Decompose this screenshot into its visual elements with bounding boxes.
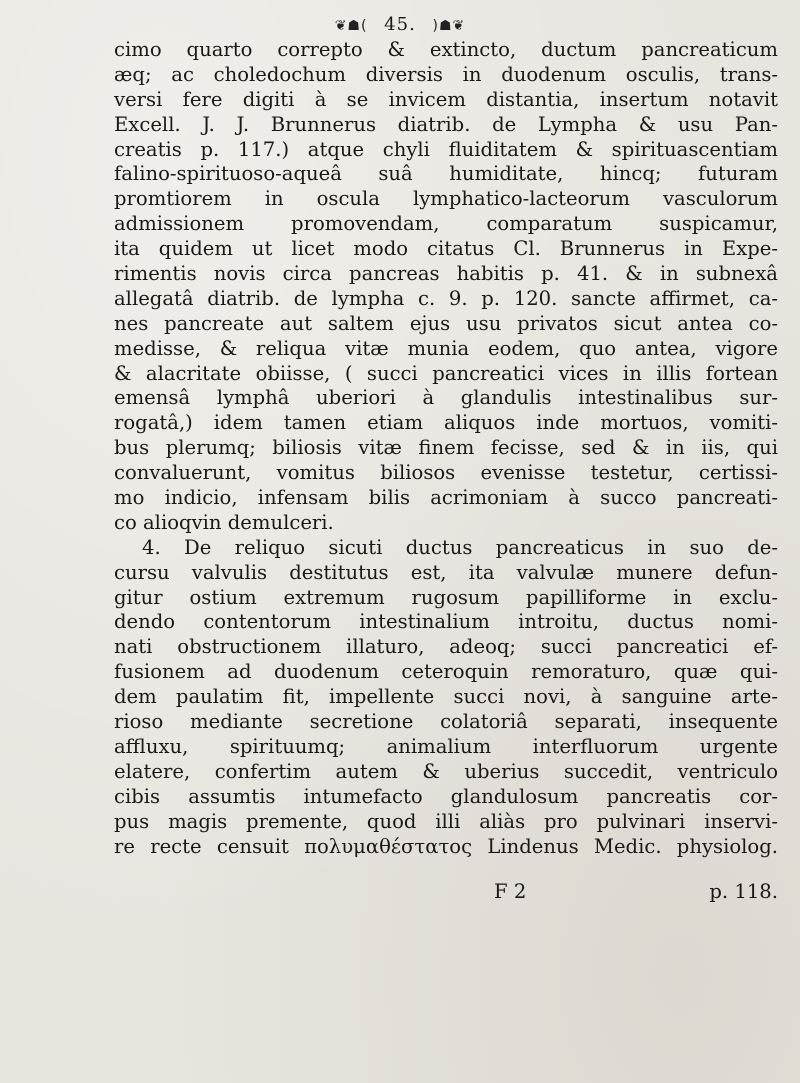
text-line: gitur ostium extremum rugosum papilliforme in exclu-	[114, 585, 778, 609]
text-line: rimentis novis circa pancreas habitis p. 41. & in subnexâ	[114, 262, 778, 286]
page-number: 45.	[384, 14, 416, 35]
text-line: cursu valvulis destitutus est, ita valvulæ munere defun-	[114, 560, 778, 584]
paragraph-start-line: 4. De reliquo sicuti ductus pancreaticus in suo de-	[142, 535, 778, 559]
body-text	[114, 38, 778, 859]
page-header	[0, 14, 800, 38]
text-line: promtiorem in oscula lymphatico-lacteorum vasculorum	[114, 187, 778, 211]
text-line: creatis p. 117.) atque chyli fluiditatem & spirituascentiam	[114, 137, 778, 161]
text-line: elatere, confertim autem & uberius succedit, ventriculo	[114, 759, 778, 783]
text-line: allegatâ diatrib. de lympha c. 9. p. 120. sancte affirmet, ca-	[114, 286, 778, 310]
catchword: p. 118.	[709, 880, 778, 903]
signature-mark: F 2	[494, 880, 527, 903]
text-line: nati obstructionem illaturo, adeoq; succi pancreatici ef-	[114, 635, 778, 659]
text-line: rioso mediante secretione colatoriâ separati, insequente	[114, 710, 778, 734]
text-line: Excell. J. J. Brunnerus diatrib. de Lympha & usu Pan-	[114, 112, 778, 136]
text-line: medisse, & reliqua vitæ munia eodem, quo antea, vigore	[114, 336, 778, 360]
text-line: emensâ lymphâ uberiori à glandulis intestinalibus sur-	[114, 386, 778, 410]
text-line: & alacritate obiisse, ( succi pancreatici vices in illis fortean	[114, 361, 778, 385]
text-line: æq; ac choledochum diversis in duodenum osculis, trans-	[114, 62, 778, 86]
text-line: fusionem ad duodenum ceteroquin remoraturo, quæ qui-	[114, 660, 778, 684]
text-line: versi fere digiti à se invicem distantia, insertum notavit	[114, 87, 778, 111]
text-line: falino-spirituoso-aqueâ suâ humiditate, hincq; futuram	[114, 162, 778, 186]
text-line: convaluerunt, vomitus biliosos evenisse testetur, certissi-	[114, 461, 778, 485]
text-line: bus plerumq; biliosis vitæ finem fecisse, sed & in iis, qui	[114, 436, 778, 460]
text-line: admissionem promovendam, comparatum suspicamur,	[114, 212, 778, 236]
text-line: mo indicio, infensam bilis acrimoniam à succo pancreati-	[114, 486, 778, 510]
page-footer	[114, 880, 778, 906]
text-line: dendo contentorum intestinalium introitu, ductus nomi-	[114, 610, 778, 634]
text-line: re recte censuit πολυμαθέστατος Lindenus Medic. physiolog.	[114, 834, 778, 858]
text-line: rogatâ,) idem tamen etiam aliquos inde mortuos, vomiti-	[114, 411, 778, 435]
header-ornament-right: )☗❦	[432, 18, 466, 34]
text-line: pus magis premente, quod illi aliàs pro pulvinari inservi-	[114, 809, 778, 833]
text-line: cibis assumtis intumefacto glandulosum pancreatis cor-	[114, 784, 778, 808]
text-line: affluxu, spirituumq; animalium interfluorum urgente	[114, 734, 778, 758]
text-line: dem paulatim fit, impellente succi novi, à sanguine arte-	[114, 685, 778, 709]
text-line: ita quidem ut licet modo citatus Cl. Brunnerus in Expe-	[114, 237, 778, 261]
header-ornament-left: ❦☗(	[334, 18, 368, 34]
text-line: co alioqvin demulceri.	[114, 510, 334, 534]
text-line: cimo quarto correpto & extincto, ductum pancreaticum	[114, 38, 778, 61]
text-line: nes pancreate aut saltem ejus usu privatos sicut antea co-	[114, 311, 778, 335]
